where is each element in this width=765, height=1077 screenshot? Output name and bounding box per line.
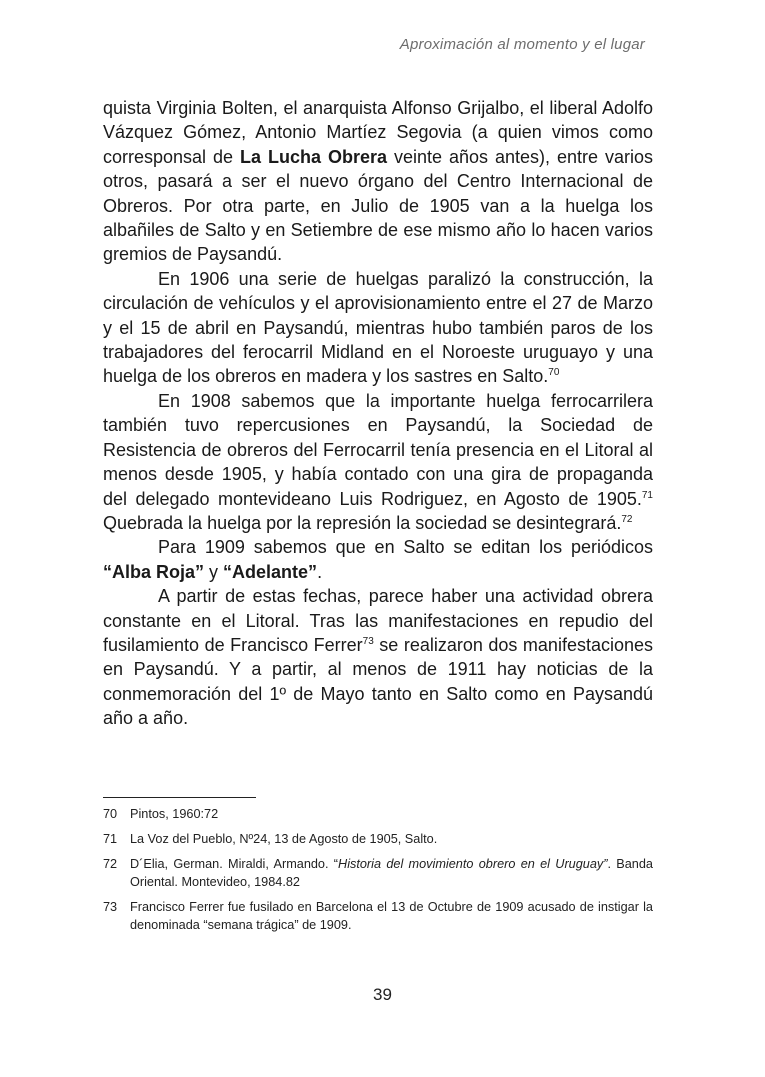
body-text [103, 96, 653, 731]
paragraph-4-period: . [317, 561, 323, 582]
paragraph-5 [103, 584, 653, 730]
footnote-72 [103, 855, 653, 891]
paragraph-2-text: En 1906 una serie de huelgas paralizó la construcción, la circulación de vehículos y el aprovisionamiento entre el 27 de Marzo y el 15 de abril en Paysandú, mientras hubo también paros de los trabajadores del ferocarril Midland en el Noroeste uruguayo y una huelga de los obreros en madera y los sastres en Salto. [103, 268, 653, 387]
footnote-number: 73 [103, 900, 118, 914]
footnote-ref-72[interactable]: 72 [621, 513, 633, 525]
newspaper-title-adelante: “Adelante” [223, 561, 318, 582]
publication-title: La Lucha Obrera [240, 146, 388, 167]
paragraph-4 [103, 535, 653, 584]
footnote-ref-70[interactable]: 70 [548, 367, 560, 379]
paragraph-4-text: Para 1909 sabemos que en Salto se editan los periódicos [158, 537, 653, 558]
footnote-ref-71[interactable]: 71 [641, 489, 653, 501]
paragraph-1 [103, 96, 653, 267]
paragraph-1-text-cont: veinte años antes), entre varios otros, pasará a ser el nuevo órgano del Centro Internacional de Obreros. Por otra parte, en Julio de 1905 van a la huelga los albañiles de Salto y en Setiembre de ese mismo año lo hacen varios gremios de Paysandú. [103, 146, 654, 265]
footnote-ref-73[interactable]: 73 [362, 635, 374, 647]
footnote-71 [103, 830, 653, 848]
book-title: Historia del movimiento obrero en el Uruguay” [338, 857, 608, 871]
footnote-text [130, 855, 653, 891]
footnotes [103, 805, 653, 941]
paragraph-3-text-cont: Quebrada la huelga por la represión la sociedad se desintegrará. [103, 512, 622, 533]
page-number: 39 [373, 985, 392, 1004]
newspaper-title-alba-roja: “Alba Roja” [103, 561, 205, 582]
footnote-number: 70 [103, 807, 118, 821]
footnote-text-part: D´Elia, German. Miraldi, Armando. “ [130, 857, 339, 871]
footnote-text: Pintos, 1960:72 [130, 807, 219, 821]
paragraph-1-text: quista Virginia Bolten, el anarquista Alfonso Grijalbo, el liberal Adolfo Vázquez Gómez, Antonio Martíez Segovia (a quien vimos como corresponsal de [103, 98, 653, 167]
paragraph-3 [103, 389, 653, 535]
footnote-number: 71 [103, 832, 118, 846]
paragraph-2 [103, 267, 653, 389]
footnote-text: Francisco Ferrer fue fusilado en Barcelona el 13 de Octubre de 1909 acusado de instigar la denominada “semana trágica” de 1909. [130, 900, 653, 932]
footnote-number: 72 [103, 857, 118, 871]
footnote-text: La Voz del Pueblo, Nº24, 13 de Agosto de 1905, Salto. [130, 832, 438, 846]
paragraph-3-text: En 1908 sabemos que la importante huelga ferrocarrilera también tuvo repercusiones en Paysandú, la Sociedad de Resistencia de obreros del Ferrocarril tenía presencia en el Litoral al menos desde 1905, y había contado con una gira de propaganda del delegado montevideano Luis Rodriguez, en Agosto de 1905. [103, 390, 653, 509]
paragraph-5-text-cont: se realizaron dos manifestaciones en Paysandú. Y a partir, al menos de 1911 hay noticias de la conmemoración del 1º de Mayo tanto en Salto como en Paysandú año a año. [103, 634, 653, 729]
footnote-text-part: . Banda Oriental. Montevideo, 1984.82 [130, 857, 653, 889]
footnote-70 [103, 805, 653, 823]
footnote-divider [103, 797, 256, 798]
paragraph-5-text: A partir de estas fechas, parece haber una actividad obrera constante en el Litoral. Tras las manifestaciones en repudio del fusilamiento de Francisco Ferrer [103, 586, 653, 655]
running-header: Aproximación al momento y el lugar [399, 36, 645, 53]
footnote-73 [103, 898, 653, 934]
paragraph-4-conjunction: y [204, 561, 224, 582]
